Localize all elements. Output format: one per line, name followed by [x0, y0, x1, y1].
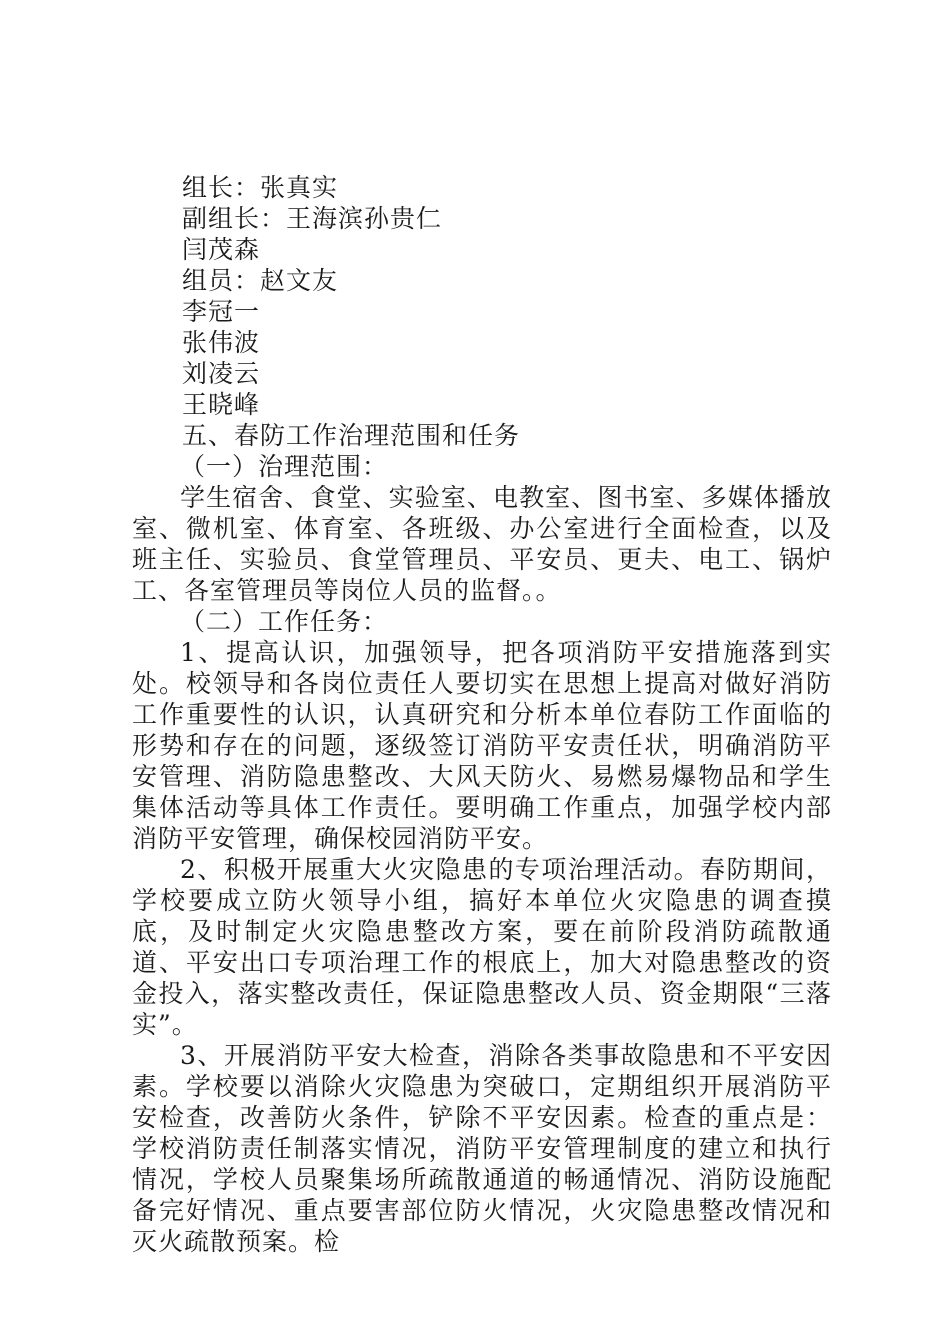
leader-line: 组长：张真实 — [182, 173, 339, 202]
deputy-extra-line: 闫茂森 — [182, 235, 261, 264]
member-line: 张伟波 — [182, 328, 261, 357]
member-line: 李冠一 — [182, 297, 261, 326]
document-body — [132, 172, 832, 1257]
scope-paragraph: 学生宿舍、食堂、实验室、电教室、图书室、多媒体播放室、微机室、体育室、各班级、办公室进行全面检查，以及班主任、实验员、食堂管理员、平安员、更夫、电工、锅炉工、各室管理员等岗位人员的监督。。 — [132, 483, 832, 605]
task-paragraph-1: 1、提高认识，加强领导，把各项消防平安措施落到实处。校领导和各岗位责任人要切实在思想上提高对做好消防工作重要性的认识，认真研究和分析本单位春防工作面临的形势和存在的问题，逐级签订消防平安责任状，明确消防平安管理、消防隐患整改、大风天防火、易燃易爆物品和学生集体活动等具体工作责任。要明确工作重点，加强学校内部消防平安管理，确保校园消防平安。 — [132, 638, 832, 853]
task-paragraph-3: 3、开展消防平安大检查，消除各类事故隐患和不平安因素。学校要以消除火灾隐患为突破口，定期组织开展消防平安检查，改善防火条件，铲除不平安因素。检查的重点是：学校消防责任制落实情况，消防平安管理制度的建立和执行情况，学校人员聚集场所疏散通道的畅通情况、消防设施配备完好情况、重点要害部位防火情况，火灾隐患整改情况和灭火疏散预案。检 — [132, 1041, 832, 1256]
deputy-leader-line: 副组长：王海滨孙贵仁 — [182, 204, 443, 233]
task-paragraph-2: 2、积极开展重大火灾隐患的专项治理活动。春防期间，学校要成立防火领导小组，搞好本单位火灾隐患的调查摸底，及时制定火灾隐患整改方案，要在前阶段消防疏散通道、平安出口专项治理工作的根底上，加大对隐患整改的资金投入，落实整改责任，保证隐患整改人员、资金期限“三落实”。 — [132, 855, 832, 1039]
section-heading: 五、春防工作治理范围和任务 — [182, 421, 521, 450]
members-line: 组员：赵文友 — [182, 266, 339, 295]
subsection-heading-scope: （一）治理范围： — [180, 452, 389, 481]
subsection-heading-tasks: （二）工作任务： — [180, 607, 389, 636]
member-line: 王晓峰 — [182, 390, 261, 419]
member-line: 刘凌云 — [182, 359, 261, 388]
